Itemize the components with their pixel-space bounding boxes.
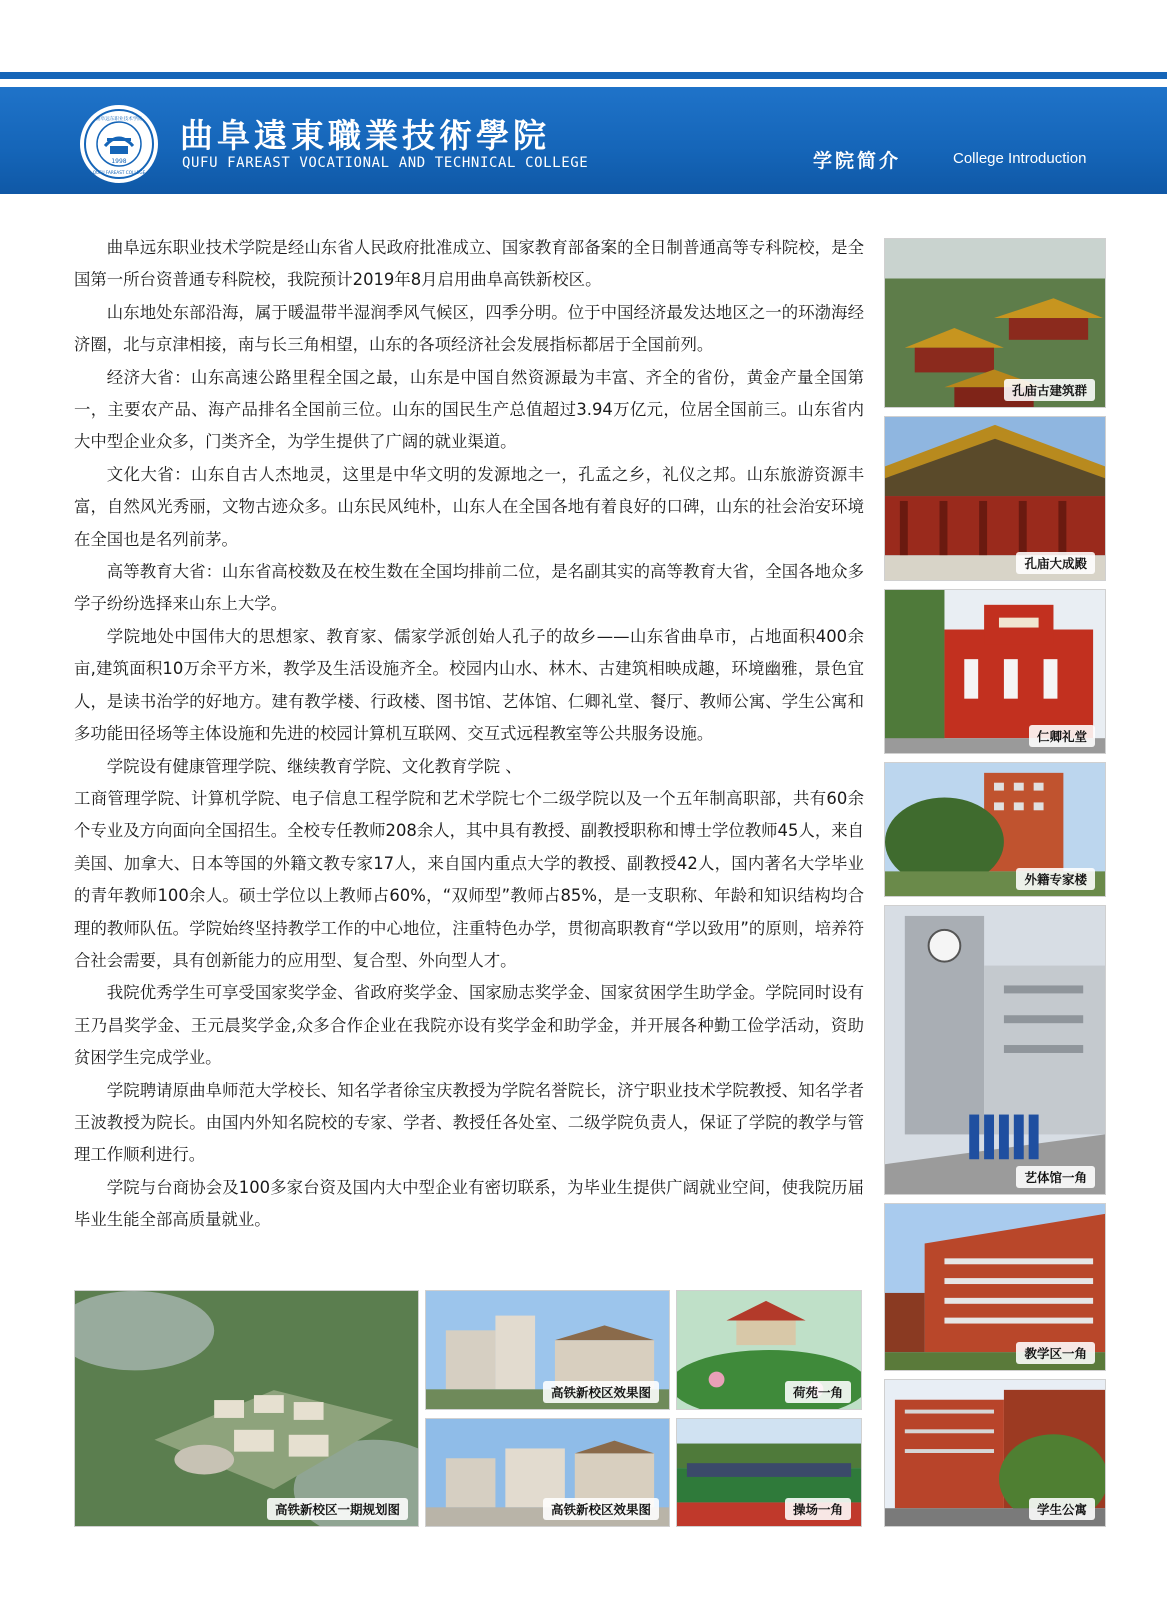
paragraph: 山东地处东部沿海，属于暖温带半湿润季风气候区，四季分明。位于中国经济最发达地区之一的环渤海经济圈，北与京津相接，南与长三角相望，山东的各项经济社会发展指标都居于全国前列。 xyxy=(74,302,864,355)
photo-caption: 学生公寓 xyxy=(1029,1498,1095,1520)
photo-caption: 艺体馆一角 xyxy=(1016,1166,1095,1188)
photo-new-campus-rendering-2 xyxy=(425,1418,670,1527)
photo-foreign-expert-building xyxy=(884,762,1106,897)
logo-ring-text-cn: 曲阜远东职业技术学院 xyxy=(96,117,142,122)
college-name-cn: 曲阜遠東職業技術學院 xyxy=(180,116,550,155)
photo-renqing-auditorium xyxy=(884,589,1106,754)
paragraph: 学院聘请原曲阜师范大学校长、知名学者徐宝庆教授为学院名誉院长，济宁职业技术学院教授、知名学者王波教授为院长。由国内外知名院校的专家、学者、教授任各处室、二级学院负责人，保证了学院的教学与管理工作顺利进行。 xyxy=(74,1080,864,1165)
paragraph: 工商管理学院、计算机学院、电子信息工程学院和艺术学院七个二级学院以及一个五年制高职部，共有60余个专业及方向面向全国招生。全校专任教师208余人，其中具有教授、副教授职称和博士学位教师45人，来自美国、加拿大、日本等国的外籍文教专家17人，来自国内重点大学的教授、副教授42人，国内著名大学毕业的青年教师100余人。硕士学位以上教师占60%，“双师型”教师占85%，是一支职称、年龄和知识结构均合理的教师队伍。学院始终坚持教学工作的中心地位，注重特色办学，贯彻高职教育“学以致用”的原则，培养符合社会需要，具有创新能力的应用型、复合型、外向型人才。 xyxy=(74,788,864,970)
photo-confucius-temple-complex xyxy=(884,238,1106,408)
photo-arts-sports-hall xyxy=(884,905,1106,1195)
photo-caption: 孔庙古建筑群 xyxy=(1004,379,1095,401)
photo-caption: 荷苑一角 xyxy=(785,1381,851,1403)
photo-sports-field xyxy=(676,1418,862,1527)
paragraph: 学院地处中国伟大的思想家、教育家、儒家学派创始人孔子的故乡——山东省曲阜市，占地面积400余亩,建筑面积10万余平方米，教学及生活设施齐全。校园内山水、林木、古建筑相映成趣，环境幽雅，景色宜人，是读书治学的好地方。建有教学楼、行政楼、图书馆、艺体馆、仁卿礼堂、餐厅、教师公寓、学生公寓和多功能田径场等主体设施和先进的校园计算机互联网、交互式远程教室等公共服务设施。 xyxy=(74,626,864,744)
paragraph: 我院优秀学生可享受国家奖学金、省政府奖学金、国家励志奖学金、国家贫困学生助学金。学院同时设有王乃昌奖学金、王元晨奖学金,众多合作企业在我院亦设有奖学金和助学金，并开展各种勤工俭学活动，资助贫困学生完成学业。 xyxy=(74,983,864,1068)
paragraph: 曲阜远东职业技术学院是经山东省人民政府批准成立、国家教育部备案的全日制普通高等专科院校，是全国第一所台资普通专科院校，我院预计2019年8月启用曲阜高铁新校区。 xyxy=(74,238,864,290)
photo-new-campus-rendering-1 xyxy=(425,1290,670,1410)
photo-student-apartment xyxy=(884,1379,1106,1527)
header-band xyxy=(0,87,1167,194)
section-title-cn: 学院简介 xyxy=(813,150,902,172)
paragraph: 学院设有健康管理学院、继续教育学院、文化教育学院 、 xyxy=(106,756,522,776)
paragraph: 文化大省：山东自古人杰地灵，这里是中华文明的发源地之一，孔孟之乡，礼仪之邦。山东旅游资源丰富，自然风光秀丽，文物古迹众多。山东民风纯朴，山东人在全国各地有着良好的口碑，山东的社会治安环境在全国也是名列前茅。 xyxy=(74,464,864,549)
paragraph: 经济大省：山东高速公路里程全国之最，山东是中国自然资源最为丰富、齐全的省份，黄金产量全国第一，主要农产品、海产品排名全国前三位。山东的国民生产总值超过3.94万亿元，位居全国前三。山东省内大中型企业众多，门类齐全，为学生提供了广阔的就业渠道。 xyxy=(74,367,864,452)
photo-teaching-area xyxy=(884,1203,1106,1371)
photo-dacheng-hall xyxy=(884,416,1106,581)
photo-campus-plan-phase-one xyxy=(74,1290,419,1527)
photo-caption: 高铁新校区一期规划图 xyxy=(267,1498,408,1520)
paragraph: 高等教育大省：山东省高校数及在校生数在全国均排前二位，是名副其实的高等教育大省，全国各地众多学子纷纷选择来山东上大学。 xyxy=(74,562,864,614)
campus-plan-illustration xyxy=(75,1291,418,1526)
section-title-en: College Introduction xyxy=(953,150,1087,167)
intro-body xyxy=(74,232,864,1237)
photo-lotus-garden xyxy=(676,1290,862,1410)
logo-ring-text-en: QUFU FAREAST COLLEGE xyxy=(92,170,146,175)
college-seal-icon xyxy=(83,108,155,180)
photo-caption: 仁卿礼堂 xyxy=(1029,725,1095,747)
header-top-line xyxy=(0,72,1167,79)
photo-caption: 高铁新校区效果图 xyxy=(543,1381,659,1403)
college-logo xyxy=(80,105,158,183)
photo-caption: 外籍专家楼 xyxy=(1016,868,1095,890)
photo-caption: 教学区一角 xyxy=(1016,1342,1095,1364)
paragraph: 学院与台商协会及100多家台资及国内大中型企业有密切联系，为毕业生提供广阔就业空间，使我院历届毕业生能全部高质量就业。 xyxy=(74,1177,864,1230)
college-name-en: QUFU FAREAST VOCATIONAL AND TECHNICAL COLLEGE xyxy=(182,155,589,171)
photo-caption: 孔庙大成殿 xyxy=(1016,552,1095,574)
photo-caption: 操场一角 xyxy=(785,1498,851,1520)
arts-hall-illustration xyxy=(885,906,1105,1194)
logo-year: 1998 xyxy=(111,158,127,165)
photo-caption: 高铁新校区效果图 xyxy=(543,1498,659,1520)
